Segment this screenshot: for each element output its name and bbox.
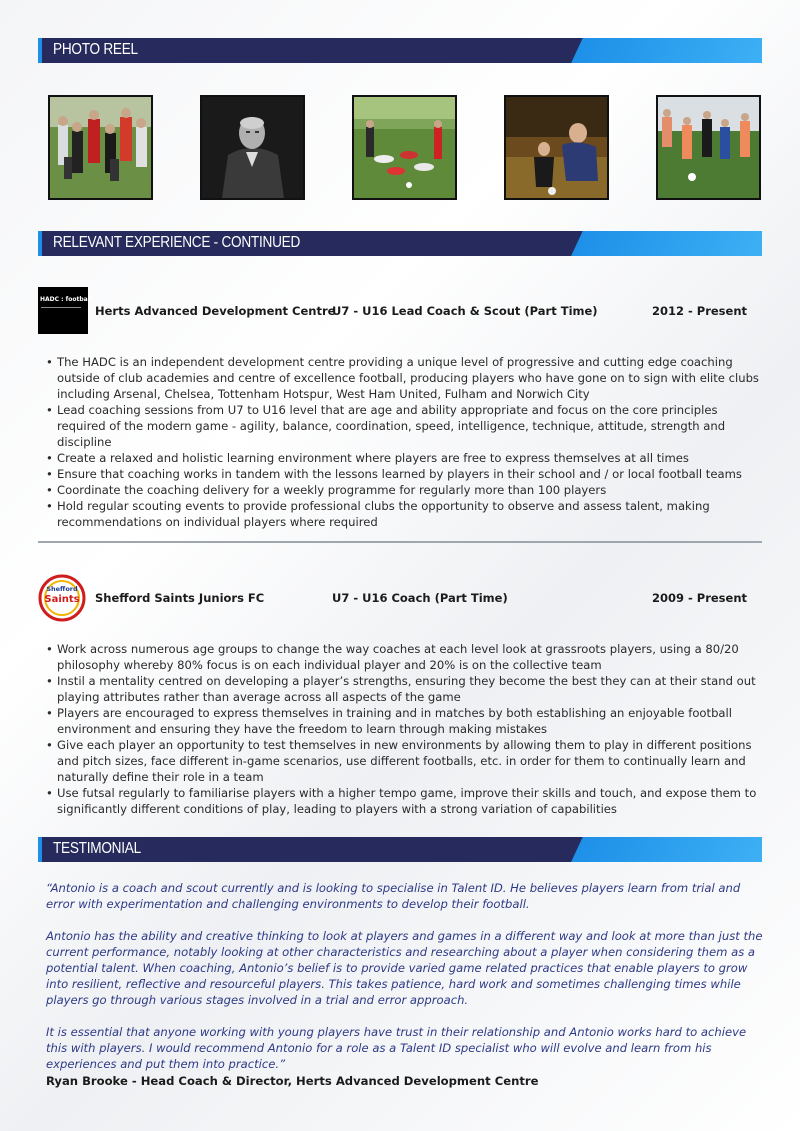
shefford-logo-main: Saints bbox=[44, 594, 80, 605]
bullet-item: • Give each player an opportunity to test themselves in new environments by allowing them to play in different positions and pitch sizes, face different in-game scenarios, use different footballs, etc. in order for them to continually learn and naturally define their role in a team bbox=[46, 737, 766, 785]
photo-reel-title: PHOTO REEL bbox=[53, 41, 138, 58]
job-hadc-bullets bbox=[46, 354, 766, 530]
job-role: U7 - U16 Lead Coach & Scout (Part Time) bbox=[332, 304, 598, 318]
job-dates: 2009 - Present bbox=[652, 591, 748, 605]
job-hadc-header bbox=[38, 287, 762, 337]
testimonial-paragraph: It is essential that anyone working with young players have trust in their relationship and Antonio works hard to achieve this with players. I would recommend Antonio for a role as a Talent ID specialist who will evolve and learn from his experiences and put them into practice.” bbox=[46, 1025, 747, 1071]
bullet-item: • Lead coaching sessions from U7 to U16 level that are age and ability appropriate and focus on the core principles required of the modern game - agility, balance, coordination, speed, intelligence, technique, attitude, strength and discipline bbox=[46, 402, 766, 450]
bullet-item: • Players are encouraged to express themselves in training and in matches by both establishing an enjoyable football environment and ensuring they have the freedom to learn through making mistakes bbox=[46, 705, 766, 737]
section-divider bbox=[38, 541, 762, 543]
photo-reel bbox=[48, 95, 762, 200]
testimonial-attribution: Ryan Brooke - Head Coach & Director, Herts Advanced Development Centre bbox=[46, 1074, 539, 1088]
job-company: Shefford Saints Juniors FC bbox=[95, 591, 265, 605]
testimonial-header bbox=[38, 837, 762, 862]
job-company: Herts Advanced Development Centre bbox=[95, 304, 336, 318]
shefford-saints-logo bbox=[38, 574, 86, 622]
youth-match-photo bbox=[656, 95, 761, 200]
bullet-item: • The HADC is an independent development centre providing a unique level of progressive and cutting edge coaching outside of club academies and centre of excellence football, producing players who have gone on to sign with elite clubs including Arsenal, Chelsea, Tottenham Hotspur, West Ham United, Fulham and Norwich City bbox=[46, 354, 766, 402]
testimonial-paragraph: “Antonio is a coach and scout currently and is looking to specialise in Talent ID. He believes players learn from trial and error with experimentation and challenging environments to develop their football. bbox=[46, 881, 741, 911]
job-role: U7 - U16 Coach (Part Time) bbox=[332, 591, 508, 605]
testimonial-paragraph: Antonio has the ability and creative thinking to look at players and games in a different way and look at more than just the current performance, notably looking at other characteristics and researching about a player when considering them as a potential talent. When coaching, Antonio’s belief is to provide varied game related practices that enable players to grow into resilient, reflective and resourceful players. This takes patience, hard work and sometimes challenging times while players go through various stages involved in a trial and error approach. bbox=[46, 929, 763, 1007]
bullet-item: • Instil a mentality centred on developing a player’s strengths, ensuring they become the best they can at their stand out playing attributes rather than average across all aspects of the game bbox=[46, 673, 766, 705]
bullet-item: • Use futsal regularly to familiarise players with a higher tempo game, improve their skills and touch, and expose them to significantly different conditions of play, leading to players with a strong variation of capabilities bbox=[46, 785, 766, 817]
bullet-item: • Work across numerous age groups to change the way coaches at each level look at grassroots players, using a 80/20 philosophy whereby 80% focus is on each individual player and 20% is on the collective team bbox=[46, 641, 766, 673]
job-shefford-bullets bbox=[46, 641, 766, 817]
coach-portrait-photo bbox=[200, 95, 305, 200]
photo-reel-header bbox=[38, 38, 762, 63]
hadc-logo bbox=[38, 287, 92, 334]
coach-with-player-photo bbox=[504, 95, 609, 200]
bullet-item: • Coordinate the coaching delivery for a weekly programme for regularly more than 100 players bbox=[46, 482, 766, 498]
testimonial-title: TESTIMONIAL bbox=[53, 840, 141, 857]
players-training-photo bbox=[352, 95, 457, 200]
bullet-item: • Hold regular scouting events to provide professional clubs the opportunity to observe and assess talent, making recommendations on individual players where required bbox=[46, 498, 766, 530]
bullet-item: • Create a relaxed and holistic learning environment where players are free to express themselves at all times bbox=[46, 450, 766, 466]
shefford-logo-top: Shefford bbox=[46, 585, 78, 593]
experience-title: RELEVANT EXPERIENCE - CONTINUED bbox=[53, 234, 301, 251]
job-dates: 2012 - Present bbox=[652, 304, 748, 318]
team-huddle-photo bbox=[48, 95, 153, 200]
bullet-item: • Ensure that coaching works in tandem with the lessons learned by players in their school and / or local football teams bbox=[46, 466, 766, 482]
testimonial-quote bbox=[46, 880, 766, 1072]
hadc-logo-text: HADC : football bbox=[40, 296, 92, 303]
job-shefford-header bbox=[38, 574, 762, 624]
experience-header bbox=[38, 231, 762, 256]
